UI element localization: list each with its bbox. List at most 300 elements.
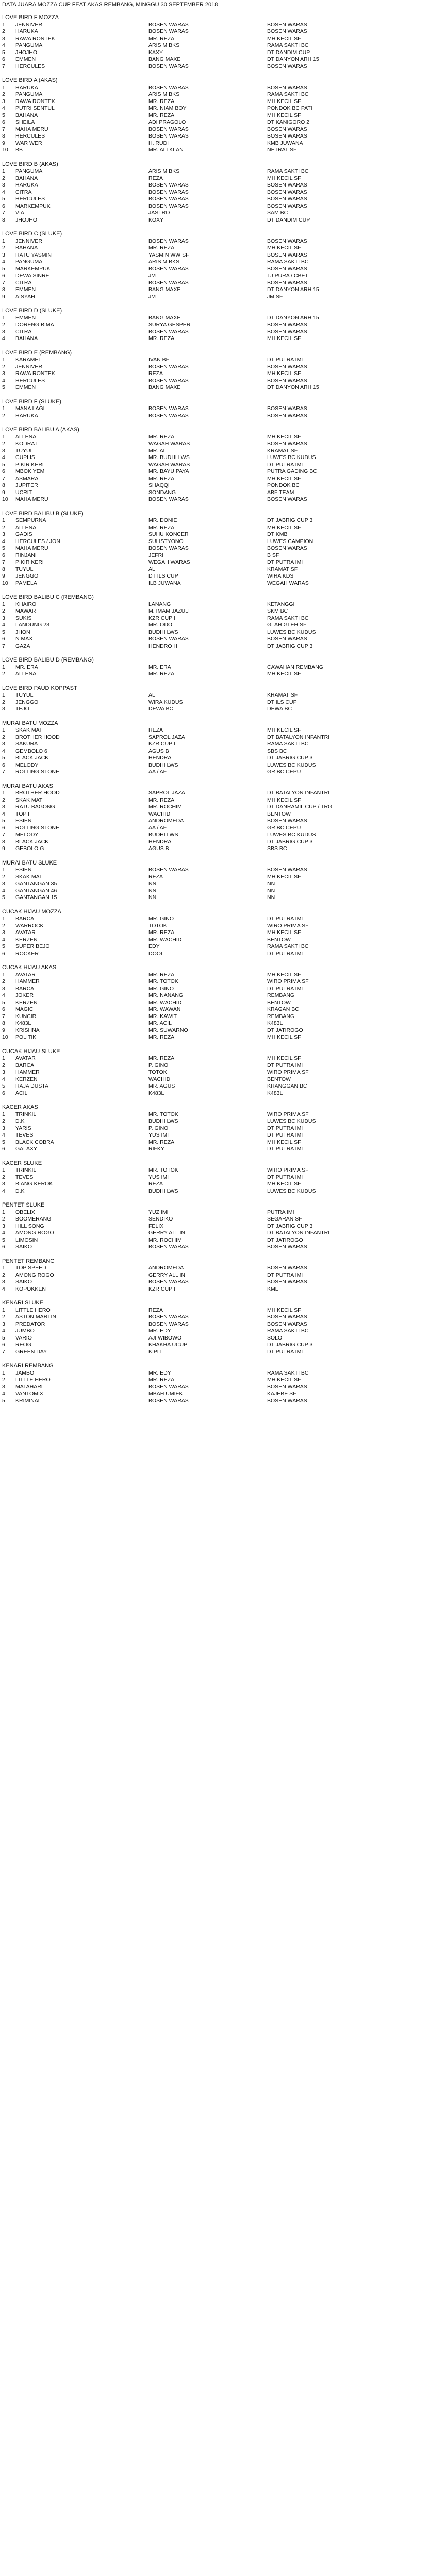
result-row xyxy=(2,573,427,580)
rank-cell: 4 xyxy=(2,42,5,48)
rank-cell: 4 xyxy=(2,1285,5,1292)
owner-cell: BOSEN WARAS xyxy=(148,363,189,370)
class-title: PENTET REMBANG xyxy=(2,1258,55,1264)
team-cell: PUTRA GADING BC xyxy=(267,468,317,474)
owner-cell: RIFKY xyxy=(148,1146,164,1152)
bird-name-cell: JHON xyxy=(15,629,30,635)
bird-name-cell: SHEILA xyxy=(15,119,35,125)
team-cell: BOSEN WARAS xyxy=(267,363,307,370)
result-row xyxy=(2,748,427,755)
class-section xyxy=(2,1300,427,1355)
rank-cell: 5 xyxy=(2,49,5,56)
team-cell: DT PUTRA IMI xyxy=(267,357,303,363)
result-row xyxy=(2,440,427,448)
bird-name-cell: SAKURA xyxy=(15,741,38,747)
owner-cell: M. IMAM JAZULI xyxy=(148,608,190,614)
rank-cell: 9 xyxy=(2,489,5,496)
owner-cell: KAXY xyxy=(148,49,163,56)
bird-name-cell: BROTHER HOOD xyxy=(15,790,60,796)
rank-cell: 6 xyxy=(2,273,5,279)
bird-name-cell: TRINKIL xyxy=(15,1111,37,1117)
team-cell: B SF xyxy=(267,552,279,558)
bird-name-cell: CITRA xyxy=(15,328,32,335)
bird-name-cell: GADIS xyxy=(15,531,32,537)
bird-name-cell: JENNIVER xyxy=(15,363,42,370)
team-cell: REMBANG xyxy=(267,992,295,998)
rank-cell: 5 xyxy=(2,545,5,551)
rank-cell: 7 xyxy=(2,210,5,216)
owner-cell: HENDRA xyxy=(148,755,172,761)
team-cell: DT DANRAMIL CUP / TRG xyxy=(267,804,333,810)
bird-name-cell: TOP I xyxy=(15,810,30,817)
team-cell: NETRAL SF xyxy=(267,147,297,153)
rank-cell: 1 xyxy=(2,1369,5,1376)
team-cell: LUWES CAMPION xyxy=(267,538,314,545)
owner-cell: MR. ACIL xyxy=(148,1020,172,1026)
bird-name-cell: HERCULES xyxy=(15,196,45,202)
team-cell: KRAGAN BC xyxy=(267,1006,299,1012)
bird-name-cell: SKAK MAT xyxy=(15,727,43,733)
rank-cell: 4 xyxy=(2,622,5,628)
team-cell: WIRO PRIMA SF xyxy=(267,1111,309,1117)
team-cell: DEWA BC xyxy=(267,706,292,712)
bird-name-cell: BARCA xyxy=(15,1062,35,1069)
result-row xyxy=(2,1055,427,1062)
rank-cell: 2 xyxy=(2,922,5,929)
rank-cell: 7 xyxy=(2,769,5,775)
team-cell: DT PUTRA IMI xyxy=(267,916,303,922)
team-cell: DT JABRIG CUP 3 xyxy=(267,1342,313,1348)
team-cell: DT PUTRA IMI xyxy=(267,985,303,992)
owner-cell: REZA xyxy=(148,873,163,880)
rank-cell: 10 xyxy=(2,1034,8,1040)
owner-cell: MR. REZA xyxy=(148,1034,175,1040)
class-section xyxy=(2,308,427,343)
rank-cell: 2 xyxy=(2,608,5,614)
rank-cell: 6 xyxy=(2,552,5,558)
team-cell: DT DANYON ARH 15 xyxy=(267,56,319,62)
owner-cell: NN xyxy=(148,894,157,901)
bird-name-cell: TUYUL xyxy=(15,447,34,454)
team-cell: DT PUTRA IMI xyxy=(267,1132,303,1138)
owner-cell: MR. GINO xyxy=(148,916,174,922)
team-cell: BOSEN WARAS xyxy=(267,182,307,188)
bird-name-cell: ROCKER xyxy=(15,950,39,957)
rank-cell: 1 xyxy=(2,84,5,91)
bird-name-cell: OBELIX xyxy=(15,1209,35,1215)
bird-name-cell: GEMBOLO 6 xyxy=(15,748,47,754)
result-row xyxy=(2,1314,427,1321)
rank-cell: 5 xyxy=(2,1139,5,1145)
result-row xyxy=(2,552,427,560)
bird-name-cell: HARUKA xyxy=(15,84,38,91)
bird-name-cell: BLACK JACK xyxy=(15,838,49,845)
rank-cell: 2 xyxy=(2,175,5,181)
rank-cell: 3 xyxy=(2,447,5,454)
team-cell: RAMA SAKTI BC xyxy=(267,259,309,265)
bird-name-cell: BROTHER HOOD xyxy=(15,734,60,740)
result-row xyxy=(2,629,427,636)
result-row xyxy=(2,762,427,769)
result-row xyxy=(2,1020,427,1027)
result-row xyxy=(2,196,427,203)
rank-cell: 9 xyxy=(2,293,5,300)
rank-cell: 2 xyxy=(2,1174,5,1180)
rank-cell: 8 xyxy=(2,838,5,845)
class-title: MURAI BATU AKAS xyxy=(2,783,53,789)
owner-cell: KOXY xyxy=(148,216,164,223)
result-row xyxy=(2,370,427,378)
rank-cell: 4 xyxy=(2,887,5,894)
class-title: LOVE BIRD BALIBU D (REMBANG) xyxy=(2,657,94,663)
team-cell: DT BATALYON INFANTRI xyxy=(267,790,330,796)
class-section xyxy=(2,1104,427,1153)
team-cell: DT ILS CUP xyxy=(267,699,297,705)
result-row xyxy=(2,845,427,853)
team-cell: LUWES BC KUDUS xyxy=(267,832,316,838)
result-row xyxy=(2,790,427,797)
owner-cell: TOTOK xyxy=(148,922,167,929)
document-title: DATA JUARA MOZZA CUP FEAT AKAS REMBANG, MINGGU 30 SEPTEMBER 2018 xyxy=(2,2,218,8)
result-row xyxy=(2,1328,427,1335)
owner-cell: MR. SUWARNO xyxy=(148,1027,188,1033)
owner-cell: ANDROMEDA xyxy=(148,818,184,824)
bird-name-cell: PANGUMA xyxy=(15,259,43,265)
team-cell: WIRO PRIMA SF xyxy=(267,922,309,929)
rank-cell: 3 xyxy=(2,929,5,936)
rank-cell: 6 xyxy=(2,824,5,831)
class-title: CUCAK HIJAU AKAS xyxy=(2,964,57,971)
result-row xyxy=(2,1062,427,1070)
owner-cell: MR. TOTOK xyxy=(148,1111,178,1117)
rank-cell: 3 xyxy=(2,1069,5,1075)
rank-cell: 5 xyxy=(2,265,5,272)
result-row xyxy=(2,1188,427,1195)
owner-cell: BOSEN WARAS xyxy=(148,126,189,132)
owner-cell: H. RUDI xyxy=(148,140,169,146)
bird-name-cell: SUKIS xyxy=(15,615,32,621)
owner-cell: ILB JUWANA xyxy=(148,580,181,586)
team-cell: BOSEN WARAS xyxy=(267,412,307,419)
bird-name-cell: JENGGO xyxy=(15,699,39,705)
result-row xyxy=(2,405,427,413)
result-row xyxy=(2,1223,427,1230)
team-cell: DT JABRIG CUP 3 xyxy=(267,838,313,845)
result-row xyxy=(2,1244,427,1251)
class-section xyxy=(2,860,427,902)
result-row xyxy=(2,1132,427,1139)
team-cell: KML xyxy=(267,1285,278,1292)
owner-cell: ARIS M BKS xyxy=(148,42,180,48)
class-section xyxy=(2,231,427,300)
owner-cell: MR. NANANG xyxy=(148,992,184,998)
owner-cell: BOSEN WARAS xyxy=(148,189,189,195)
rank-cell: 3 xyxy=(2,328,5,335)
result-row xyxy=(2,182,427,189)
owner-cell: MR. ROCHIM xyxy=(148,804,182,810)
result-row xyxy=(2,978,427,986)
team-cell: BOSEN WARAS xyxy=(267,328,307,335)
rank-cell: 1 xyxy=(2,1307,5,1313)
team-cell: SBS BC xyxy=(267,845,287,852)
rank-cell: 7 xyxy=(2,832,5,838)
owner-cell: SURYA GESPER xyxy=(148,321,191,328)
bird-name-cell: PIKIR KERI xyxy=(15,461,44,468)
owner-cell: BOSEN WARAS xyxy=(148,377,189,384)
owner-cell: YUZ IMI xyxy=(148,1209,169,1215)
class-section xyxy=(2,77,427,154)
team-cell: BOSEN WARAS xyxy=(267,21,307,28)
owner-cell: BOSEN WARAS xyxy=(148,405,189,412)
rank-cell: 6 xyxy=(2,1146,5,1152)
result-row xyxy=(2,1335,427,1342)
rank-cell: 4 xyxy=(2,335,5,342)
team-cell: DT PUTRA IMI xyxy=(267,1062,303,1069)
rank-cell: 2 xyxy=(2,796,5,803)
owner-cell: BOSEN WARAS xyxy=(148,202,189,209)
owner-cell: BOSEN WARAS xyxy=(148,496,189,502)
bird-name-cell: KERZEN xyxy=(15,999,38,1006)
team-cell: DT BATALYON INFANTRI xyxy=(267,734,330,740)
rank-cell: 1 xyxy=(2,790,5,796)
owner-cell: BUDHI LWS xyxy=(148,629,178,635)
owner-cell: MR. REZA xyxy=(148,245,175,251)
bird-name-cell: TRINKIL xyxy=(15,1167,37,1173)
result-row xyxy=(2,335,427,343)
team-cell: MH KECIL SF xyxy=(267,1034,301,1040)
result-row xyxy=(2,818,427,825)
class-section xyxy=(2,909,427,958)
class-section xyxy=(2,1363,427,1404)
result-row xyxy=(2,468,427,476)
rank-cell: 5 xyxy=(2,894,5,901)
rank-cell: 10 xyxy=(2,580,8,586)
owner-cell: MR. REZA xyxy=(148,1377,175,1383)
bird-name-cell: MAHA MERU xyxy=(15,545,48,551)
rank-cell: 6 xyxy=(2,468,5,474)
class-section xyxy=(2,1202,427,1251)
owner-cell: GERRY ALL IN xyxy=(148,1272,186,1278)
class-section xyxy=(2,1160,427,1195)
result-row xyxy=(2,1013,427,1021)
owner-cell: MR. WACHID xyxy=(148,936,182,943)
owner-cell: BOSEN WARAS xyxy=(148,1244,189,1250)
bird-name-cell: BARCA xyxy=(15,985,35,992)
result-row xyxy=(2,615,427,622)
result-row xyxy=(2,1286,427,1293)
owner-cell: JASTRO xyxy=(148,210,170,216)
rank-cell: 7 xyxy=(2,279,5,286)
bird-name-cell: AVATAR xyxy=(15,971,36,978)
owner-cell: WACHID xyxy=(148,1076,171,1082)
result-row xyxy=(2,1370,427,1377)
bird-name-cell: EMMEN xyxy=(15,286,36,293)
class-title: LOVE BIRD BALIBU B (SLUKE) xyxy=(2,510,84,517)
team-cell: DT JATIROGO xyxy=(267,1027,303,1033)
bird-name-cell: KOPOKKEN xyxy=(15,1285,46,1292)
bird-name-cell: PANGUMA xyxy=(15,91,43,97)
result-row xyxy=(2,706,427,713)
rank-cell: 2 xyxy=(2,245,5,251)
owner-cell: NN xyxy=(148,887,157,894)
rank-cell: 9 xyxy=(2,140,5,146)
owner-cell: BOSEN WARAS xyxy=(148,196,189,202)
rank-cell: 2 xyxy=(2,1272,5,1278)
bird-name-cell: BAHANA xyxy=(15,245,38,251)
owner-cell: BOSEN WARAS xyxy=(148,636,189,642)
bird-name-cell: BAHANA xyxy=(15,335,38,342)
bird-name-cell: KERZEN xyxy=(15,1076,38,1082)
result-row xyxy=(2,286,427,294)
rank-cell: 8 xyxy=(2,482,5,488)
result-row xyxy=(2,175,427,182)
owner-cell: EDY xyxy=(148,943,160,950)
team-cell: KETANGGI xyxy=(267,601,295,607)
result-row xyxy=(2,49,427,57)
bird-name-cell: AISYAH xyxy=(15,293,35,300)
result-row xyxy=(2,566,427,573)
bird-name-cell: HERCULES / JON xyxy=(15,538,60,545)
result-row xyxy=(2,482,427,489)
owner-cell: REZA xyxy=(148,1307,163,1313)
result-row xyxy=(2,1174,427,1181)
team-cell: MH KECIL SF xyxy=(267,370,301,377)
result-row xyxy=(2,538,427,546)
owner-cell: JM xyxy=(148,273,156,279)
team-cell: BOSEN WARAS xyxy=(267,63,307,70)
owner-cell: BOSEN WARAS xyxy=(148,545,189,551)
result-row xyxy=(2,992,427,999)
class-section xyxy=(2,399,427,420)
rank-cell: 4 xyxy=(2,377,5,384)
owner-cell: BOSEN WARAS xyxy=(148,1314,189,1320)
bird-name-cell: WAR WER xyxy=(15,140,42,146)
results-sections xyxy=(2,14,427,1404)
owner-cell: BUDHI LWS xyxy=(148,1118,178,1124)
team-cell: MH KECIL SF xyxy=(267,1055,301,1061)
rank-cell: 6 xyxy=(2,1342,5,1348)
rank-cell: 7 xyxy=(2,559,5,565)
class-title: KENARI REMBANG xyxy=(2,1363,54,1369)
bird-name-cell: MELODY xyxy=(15,832,39,838)
rank-cell: 8 xyxy=(2,133,5,139)
bird-name-cell: LITTLE HERO xyxy=(15,1307,51,1313)
team-cell: BOSEN WARAS xyxy=(267,28,307,35)
result-row xyxy=(2,140,427,147)
result-row xyxy=(2,168,427,175)
owner-cell: BANG MAXE xyxy=(148,314,181,321)
owner-cell: BANG MAXE xyxy=(148,384,181,391)
bird-name-cell: ESIEN xyxy=(15,818,32,824)
owner-cell: AL xyxy=(148,692,155,698)
owner-cell: ARIS M BKS xyxy=(148,91,180,97)
rank-cell: 1 xyxy=(2,314,5,321)
bird-name-cell: RINJANI xyxy=(15,552,37,558)
result-row xyxy=(2,1139,427,1146)
bird-name-cell: HARUKA xyxy=(15,412,38,419)
owner-cell: BOSEN WARAS xyxy=(148,84,189,91)
rank-cell: 8 xyxy=(2,286,5,293)
class-section xyxy=(2,783,427,853)
owner-cell: MR. REZA xyxy=(148,1139,175,1145)
team-cell: BOSEN WARAS xyxy=(267,818,307,824)
result-row xyxy=(2,741,427,748)
owner-cell: AA / AF xyxy=(148,769,167,775)
team-cell: BOSEN WARAS xyxy=(267,636,307,642)
bird-name-cell: ALLENA xyxy=(15,433,37,440)
result-row xyxy=(2,1230,427,1237)
bird-name-cell: TEVES xyxy=(15,1132,34,1138)
owner-cell: YASMIN WW SF xyxy=(148,251,189,258)
team-cell: RAMA SAKTI BC xyxy=(267,1328,309,1334)
result-row xyxy=(2,769,427,776)
team-cell: KRAMAT SF xyxy=(267,566,298,572)
bird-name-cell: GREEN DAY xyxy=(15,1348,47,1355)
owner-cell: BOSEN WARAS xyxy=(148,1279,189,1285)
team-cell: KRANGGAN BC xyxy=(267,1083,307,1089)
rank-cell: 9 xyxy=(2,573,5,579)
rank-cell: 1 xyxy=(2,1265,5,1271)
bird-name-cell: POLITIK xyxy=(15,1034,37,1040)
class-title: LOVE BIRD PAUD KOPPAST xyxy=(2,685,77,691)
rank-cell: 5 xyxy=(2,818,5,824)
bird-name-cell: UCRIT xyxy=(15,489,32,496)
rank-cell: 7 xyxy=(2,1348,5,1355)
rank-cell: 1 xyxy=(2,1111,5,1117)
rank-cell: 4 xyxy=(2,936,5,943)
team-cell: GR BC CEPU xyxy=(267,769,301,775)
bird-name-cell: BIANG KEROK xyxy=(15,1181,53,1187)
rank-cell: 7 xyxy=(2,642,5,649)
rank-cell: 5 xyxy=(2,1236,5,1243)
owner-cell: MR. ROCHIM xyxy=(148,1236,182,1243)
bird-name-cell: D.K xyxy=(15,1188,25,1194)
bird-name-cell: ASMARA xyxy=(15,475,39,482)
team-cell: BOSEN WARAS xyxy=(267,1244,307,1250)
result-row xyxy=(2,1265,427,1272)
class-title: KACER SLUKE xyxy=(2,1160,42,1166)
class-title: LOVE BIRD E (REMBANG) xyxy=(2,349,72,356)
result-row xyxy=(2,671,427,678)
rank-cell: 6 xyxy=(2,119,5,125)
result-row xyxy=(2,894,427,902)
team-cell: MH KECIL SF xyxy=(267,727,301,733)
bird-name-cell: KUNCIR xyxy=(15,1013,37,1020)
owner-cell: BOSEN WARAS xyxy=(148,412,189,419)
team-cell: DT DANDIM CUP xyxy=(267,49,310,56)
owner-cell: BOSEN WARAS xyxy=(148,63,189,70)
team-cell: DT DANDIM CUP xyxy=(267,216,310,223)
rank-cell: 5 xyxy=(2,999,5,1006)
owner-cell: SHAQQI xyxy=(148,482,170,488)
owner-cell: IVAN BF xyxy=(148,357,170,363)
bird-name-cell: AVATAR xyxy=(15,929,36,936)
result-row xyxy=(2,811,427,818)
owner-cell: MR. TOTOK xyxy=(148,978,178,985)
result-row xyxy=(2,1398,427,1405)
rank-cell: 3 xyxy=(2,1383,5,1390)
owner-cell: JEFRI xyxy=(148,552,164,558)
owner-cell: BOSEN WARAS xyxy=(148,28,189,35)
rank-cell: 1 xyxy=(2,664,5,670)
owner-cell: AL xyxy=(148,566,155,572)
rank-cell: 6 xyxy=(2,56,5,62)
bird-name-cell: KERZEN xyxy=(15,936,38,943)
bird-name-cell: HILL SONG xyxy=(15,1223,44,1229)
rank-cell: 1 xyxy=(2,1055,5,1061)
owner-cell: HENDRO H xyxy=(148,642,178,649)
owner-cell: BOSEN WARAS xyxy=(148,265,189,272)
